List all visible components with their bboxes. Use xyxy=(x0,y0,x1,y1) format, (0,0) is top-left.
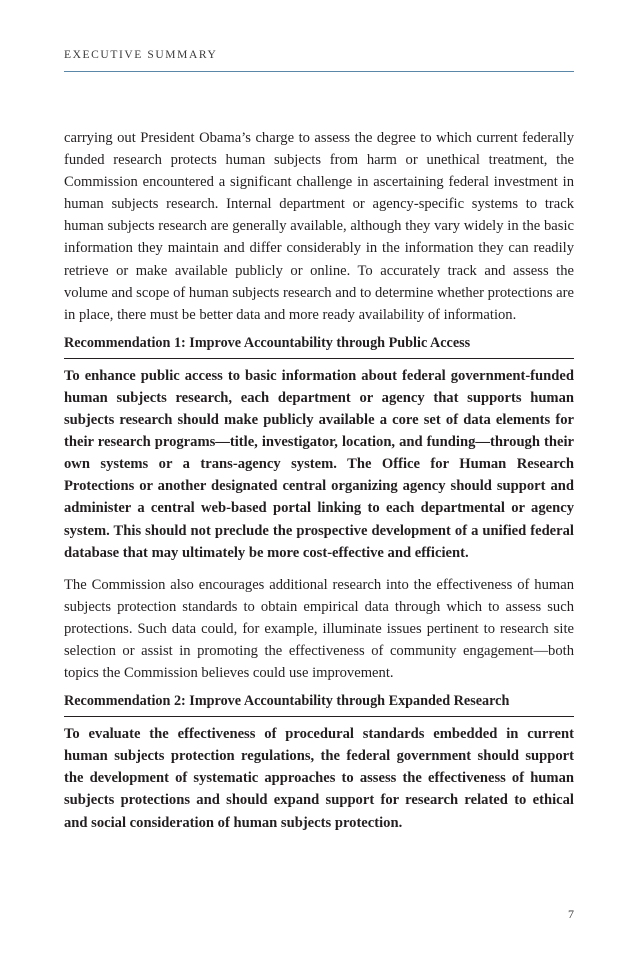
document-page xyxy=(64,0,574,957)
recommendation-2-body: To evaluate the effectiveness of procedural standards embedded in current human subjects protection regulations, the federal government should support the development of systematic approaches to assess the effectiveness of human subjects protections and should expand support for research related to ethical and social consideration of human subjects protection. xyxy=(64,726,574,831)
body-paragraph-research: The Commission also encourages additional research into the effectiveness of human subjects protection standards to obtain empirical data through which to assess such protections. Such data could, for example, illuminate issues pertinent to research site selection or assist in promoting the effectiveness of community engagement—both topics the Commission believes could use improvement. xyxy=(64,576,574,682)
recommendation-1-title: Recommendation 1: Improve Accountability through Public Access xyxy=(64,332,574,359)
recommendation-1-body: To enhance public access to basic information about federal government-funded human subjects research, each department or agency that supports human subjects research should make publicly available a core set of data elements for their research programs—title, investigator, location, and funding—through their own systems or a trans-agency system. The Office for Human Research Protections or another designated central organizing agency should support and administer a central web-based portal linking to each departmental or agency system. This should not preclude the prospective development of a unified federal database that may ultimately be more cost-effective and efficient. xyxy=(64,367,574,561)
running-head: EXECUTIVE SUMMARY xyxy=(64,49,218,61)
body-paragraph-intro: carrying out President Obama’s charge to assess the degree to which current federally funded research protects human subjects from harm or unethical treatment, the Commission encountered a significant challenge in ascertaining federal investment in human subjects research. Internal department or agency-specific systems to track human subjects research are generally available, although they vary widely in the basic information they maintain and differ considerably in the information they can readily retrieve or make available publicly or online. To accurately track and assess the volume and scope of human subjects research and to determine whether protections are in place, there must be better data and more ready availability of information. xyxy=(64,130,574,323)
page-number: 7 xyxy=(568,907,574,921)
body-content xyxy=(64,127,574,834)
recommendation-2-title: Recommendation 2: Improve Accountability through Expanded Research xyxy=(64,690,574,717)
header-rule xyxy=(64,71,574,72)
